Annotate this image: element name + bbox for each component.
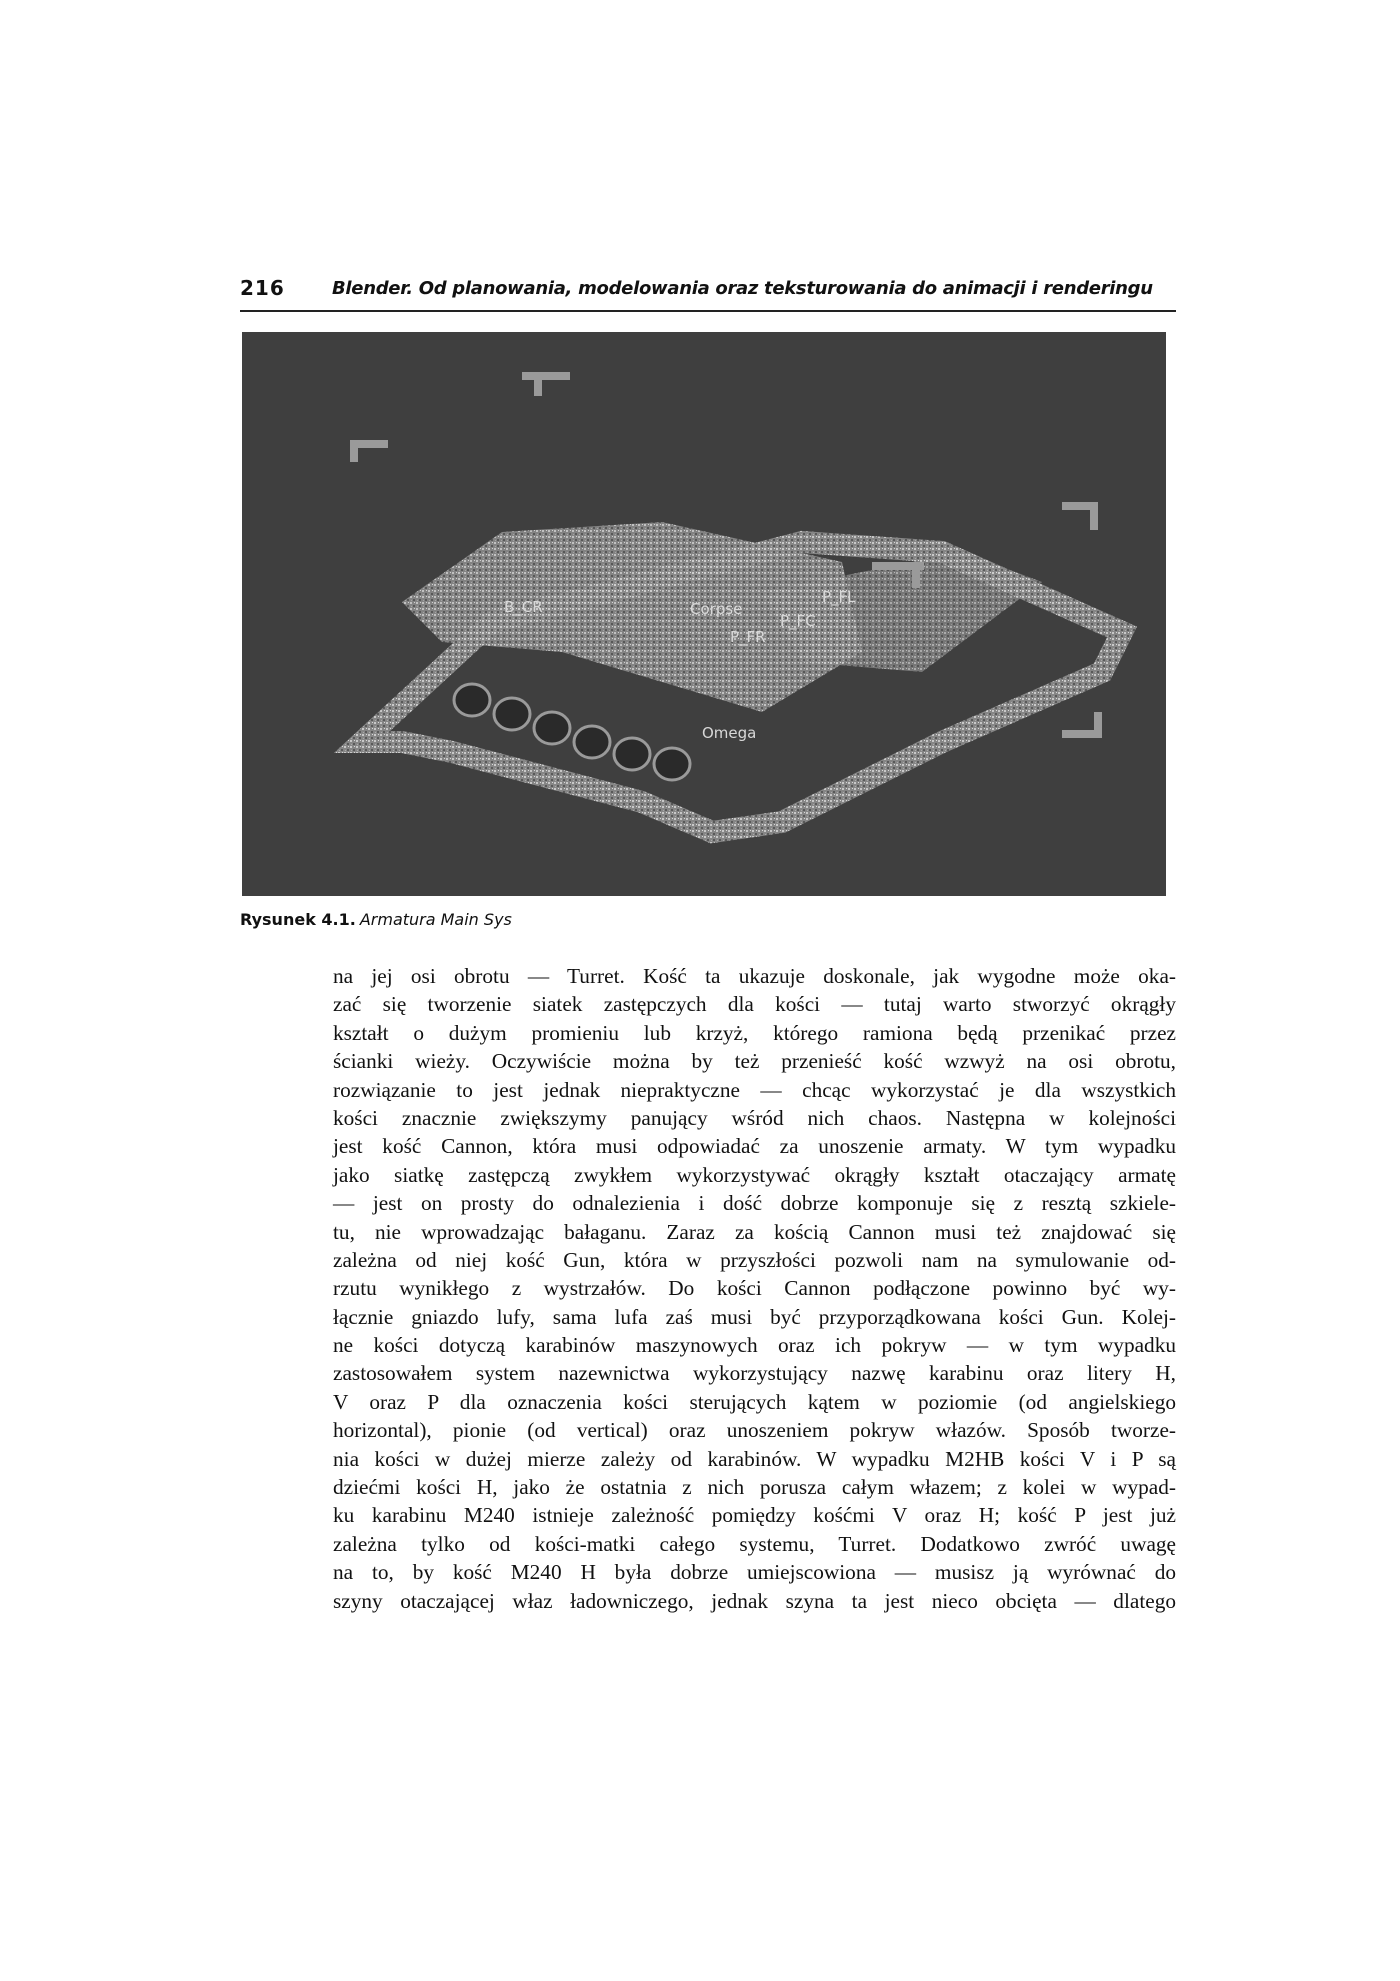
body-line: tu, nie wprowadzając bałaganu. Zaraz za kością Cannon musi też znajdować się bbox=[333, 1219, 1176, 1244]
figure-armature-render bbox=[242, 332, 1166, 896]
body-line: łącznie gniazdo lufy, sama lufa zaś musi być przyporządkowana kości Gun. Kolej- bbox=[333, 1304, 1176, 1329]
bone-label-corpse: Corpse bbox=[690, 600, 743, 618]
body-line: na to, by kość M240 H była dobrze umiejscowiona — musisz ją wyrównać do bbox=[333, 1560, 1176, 1585]
body-line: na jej osi obrotu — Turret. Kość ta ukazuje doskonale, jak wygodne może oka- bbox=[333, 964, 1176, 988]
page-number: 216 bbox=[240, 276, 285, 300]
body-line: zastosowałem system nazewnictwa wykorzystujący nazwę karabinu oraz litery H, bbox=[333, 1361, 1176, 1386]
bone-label-p-fl: P_FL bbox=[822, 588, 856, 606]
body-line: zależna tylko od kości-matki całego systemu, Turret. Dodatkowo zwróć uwagę bbox=[333, 1531, 1176, 1556]
body-line: rozwiązanie to jest jednak niepraktyczne — chcąc wykorzystać je dla wszystkich bbox=[333, 1077, 1176, 1102]
running-title: Blender. Od planowania, modelowania oraz teksturowania do animacji i renderingu bbox=[332, 278, 1153, 299]
body-line: zależna od niej kość Gun, która w przyszłości pozwoli nam na symulowanie od- bbox=[333, 1247, 1176, 1272]
body-line: rzutu wynikłego z wystrzałów. Do kości Cannon podłączone powinno być wy- bbox=[333, 1276, 1176, 1301]
body-line: V oraz P dla oznaczenia kości sterujących kątem w poziomie (od angielskiego bbox=[333, 1389, 1176, 1414]
body-line: ku karabinu M240 istnieje zależność pomiędzy kośćmi V oraz H; kość P jest już bbox=[333, 1503, 1176, 1528]
body-line: ścianki wieży. Oczywiście można by też przenieść kość wzwyż na osi obrotu, bbox=[333, 1049, 1176, 1074]
body-line: jako siatkę zastępczą zwykłem wykorzystywać okrągły kształt otaczający armatę bbox=[333, 1162, 1176, 1187]
body-line: ne kości dotyczą karabinów maszynowych oraz ich pokryw — w tym wypadku bbox=[333, 1333, 1176, 1358]
caption-text: Armatura Main Sys bbox=[359, 910, 512, 929]
armature-render-image bbox=[242, 332, 1166, 896]
bone-label-p-fr: P_FR bbox=[730, 628, 766, 646]
body-line: dziećmi kości H, jako że ostatnia z nich porusza całym włazem; z kolei w wypad- bbox=[333, 1475, 1176, 1500]
body-line: jest kość Cannon, która musi odpowiadać za unoszenie armaty. W tym wypadku bbox=[333, 1134, 1176, 1159]
caption-label: Rysunek 4.1. bbox=[240, 910, 356, 929]
running-header bbox=[240, 272, 1176, 312]
bone-label-omega: Omega bbox=[702, 724, 757, 742]
body-line: szyny otaczającej właz ładowniczego, jednak szyna ta jest nieco obcięta — dlatego bbox=[333, 1588, 1176, 1613]
body-line: — jest on prosty do odnalezienia i dość dobrze komponuje się z resztą szkiele- bbox=[333, 1191, 1176, 1216]
body-line: kształt o dużym promieniu lub krzyż, którego ramiona będą przenikać przez bbox=[333, 1020, 1176, 1045]
figure-caption bbox=[240, 910, 512, 930]
body-paragraph bbox=[333, 962, 1176, 1615]
bone-label-p-fc: P_FC bbox=[780, 612, 816, 630]
bone-label-b-cr: B_CR bbox=[504, 598, 543, 616]
body-line: nia kości w dużej mierze zależy od karabinów. W wypadku M2HB kości V i P są bbox=[333, 1446, 1176, 1471]
body-line: kości znacznie zwiększymy panujący wśród nich chaos. Następna w kolejności bbox=[333, 1105, 1176, 1130]
body-line: horizontal), pionie (od vertical) oraz unoszeniem pokryw włazów. Sposób tworze- bbox=[333, 1418, 1176, 1443]
body-line: zać się tworzenie siatek zastępczych dla kości — tutaj warto stworzyć okrągły bbox=[333, 992, 1176, 1017]
